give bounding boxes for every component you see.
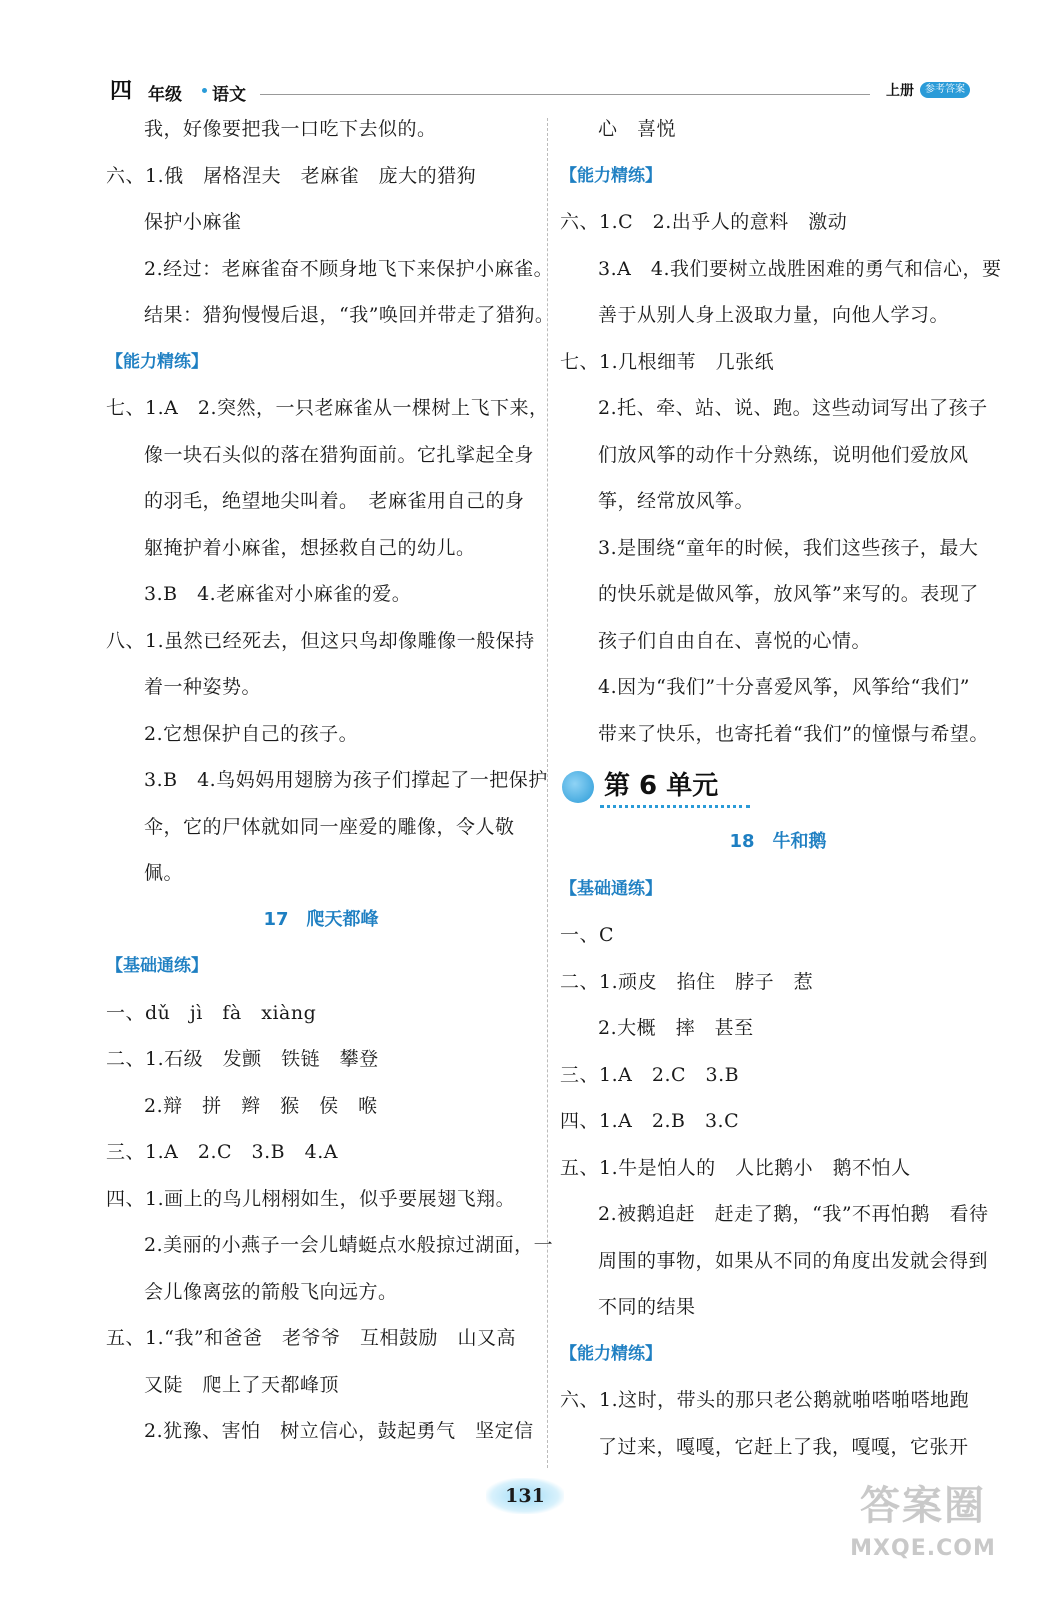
answer-line: 伞，它的尸体就如同一座爱的雕像，令人敬: [144, 815, 515, 838]
answer-line: 筝，经常放风筝。: [598, 490, 755, 512]
lesson-title: 18 牛和鹅: [729, 831, 827, 852]
answer-line: 2.经过：老麻雀奋不顾身地飞下来保护小麻雀。: [144, 257, 554, 280]
answer-badge: 参考答案: [920, 82, 970, 98]
answer-line: 2.美丽的小燕子一会儿蜻蜓点水般掠过湖面，一: [144, 1234, 554, 1256]
unit-title: 第 6 单元: [604, 771, 719, 801]
answer-line: 五、1.“我”和爸爸 老爷爷 互相鼓励 山又高: [106, 1327, 517, 1349]
answer-line: 六、1.C 2.出乎人的意料 激动: [560, 211, 848, 233]
answer-line: 3.B 4.鸟妈妈用翅膀为孩子们撑起了一把保护: [144, 769, 548, 791]
answer-line: 4.因为“我们”十分喜爱风筝，风筝给“我们”: [598, 676, 970, 698]
lesson-title: 17 爬天都峰: [263, 908, 379, 930]
answer-line: 2.大概 摔 甚至: [598, 1017, 754, 1039]
answer-line: 四、1.画上的鸟儿栩栩如生，似乎要展翅飞翔。: [106, 1187, 516, 1210]
watermark-text: 答案圈: [860, 1483, 986, 1529]
unit-heading: [560, 757, 996, 819]
grade-number: 四: [110, 79, 133, 104]
answer-line: 不同的结果: [598, 1296, 696, 1318]
answer-line: 像一块石头似的落在猎狗面前。它扎挲起全身: [144, 443, 535, 466]
answer-line: 的羽毛，绝望地尖叫着。 老麻雀用自己的身: [144, 490, 525, 512]
section-heading: 【能力精练】: [106, 351, 208, 372]
answer-line: 结果：猎狗慢慢后退，“我”唤回并带走了猎狗。: [144, 304, 555, 326]
answer-line: 2.被鹅追赶 赶走了鹅，“我”不再怕鹅 看待: [598, 1203, 989, 1225]
answer-line: 四、1.A 2.B 3.C: [560, 1110, 740, 1132]
answer-line: 心 喜悦: [598, 118, 677, 140]
answer-line: 一、C: [560, 924, 615, 946]
unit-underline: [600, 805, 750, 808]
answer-line: 七、1.A 2.突然，一只老麻雀从一棵树上飞下来，: [106, 397, 549, 419]
answer-line: 2.托、牵、站、说、跑。这些动词写出了孩子: [598, 397, 988, 419]
answer-line: 佩。: [144, 862, 184, 884]
watermark-logo: [848, 1476, 998, 1586]
answer-line: 的快乐就是做风筝，放风筝”来写的。表现了: [598, 583, 979, 605]
section-heading: 【能力精练】: [560, 165, 662, 186]
page-number: 131: [486, 1478, 564, 1514]
section-heading: 【能力精练】: [560, 1343, 662, 1364]
unit-circle-icon: [562, 771, 594, 803]
answer-line: 3.B 4.老麻雀对小麻雀的爱。: [144, 583, 412, 605]
answer-line: 我，好像要把我一口吃下去似的。: [144, 118, 437, 140]
answer-line: 二、1.石级 发颤 铁链 攀登: [106, 1048, 379, 1070]
answer-line: 一、dǔ jì fà xiàng: [106, 1001, 317, 1024]
answer-line: 保护小麻雀: [144, 211, 242, 233]
answer-line: 们放风筝的动作十分熟练，说明他们爱放风: [598, 443, 969, 466]
answer-line: 带来了快乐，也寄托着“我们”的憧憬与希望。: [598, 722, 989, 745]
answer-line: 七、1.几根细苇 几张纸: [560, 350, 775, 373]
watermark-url: MXQE.COM: [850, 1536, 996, 1561]
answer-line: 2.它想保护自己的孩子。: [144, 722, 359, 745]
page-header: [110, 74, 990, 108]
answer-line: 六、1.俄 屠格涅夫 老麻雀 庞大的猎狗: [106, 164, 477, 187]
separator-dot-icon: [202, 88, 207, 93]
answer-line: 了过来，嘎嘎，它赶上了我，嘎嘎，它张开: [598, 1435, 969, 1458]
volume-label: 上册: [886, 83, 914, 99]
answer-line: 善于从别人身上汲取力量，向他人学习。: [598, 304, 950, 326]
answer-line: 三、1.A 2.C 3.B: [560, 1063, 740, 1086]
header-rule: [260, 94, 870, 95]
section-heading: 【基础通练】: [560, 878, 662, 899]
answer-line: 会儿像离弦的箭般飞向远方。: [144, 1280, 398, 1303]
answer-line: 二、1.顽皮 掐住 脖子 惹: [560, 970, 814, 993]
subject-label: 语文: [212, 85, 246, 105]
answer-line: 孩子们自由自在、喜悦的心情。: [598, 629, 872, 652]
answer-line: 三、1.A 2.C 3.B 4.A: [106, 1141, 338, 1163]
answer-line: 2.犹豫、害怕 树立信心，鼓起勇气 坚定信: [144, 1420, 534, 1442]
grade-label: 年级: [148, 85, 182, 105]
answer-line: 八、1.虽然已经死去，但这只鸟却像雕像一般保持: [106, 629, 535, 652]
answer-line: 周围的事物，如果从不同的角度出发就会得到: [598, 1249, 989, 1272]
section-heading: 【基础通练】: [106, 956, 208, 976]
right-column: [560, 106, 1002, 1470]
answer-line: 躯掩护着小麻雀，想拯救自己的幼儿。: [144, 536, 476, 559]
answer-line: 3.A 4.我们要树立战胜困难的勇气和信心，要: [598, 257, 1002, 280]
answer-line: 五、1.牛是怕人的 人比鹅小 鹅不怕人: [560, 1156, 911, 1179]
answer-line: 又陡 爬上了天都峰顶: [144, 1373, 340, 1396]
answer-line: 六、1.这时，带头的那只老公鹅就啪嗒啪嗒地跑: [560, 1389, 970, 1411]
answer-line: 3.是围绕“童年的时候，我们这些孩子，最大: [598, 536, 979, 559]
answer-line: 着一种姿势。: [144, 676, 262, 698]
left-column: [106, 106, 555, 1455]
answer-line: 2.辩 拼 辫 猴 侯 喉: [144, 1094, 378, 1117]
